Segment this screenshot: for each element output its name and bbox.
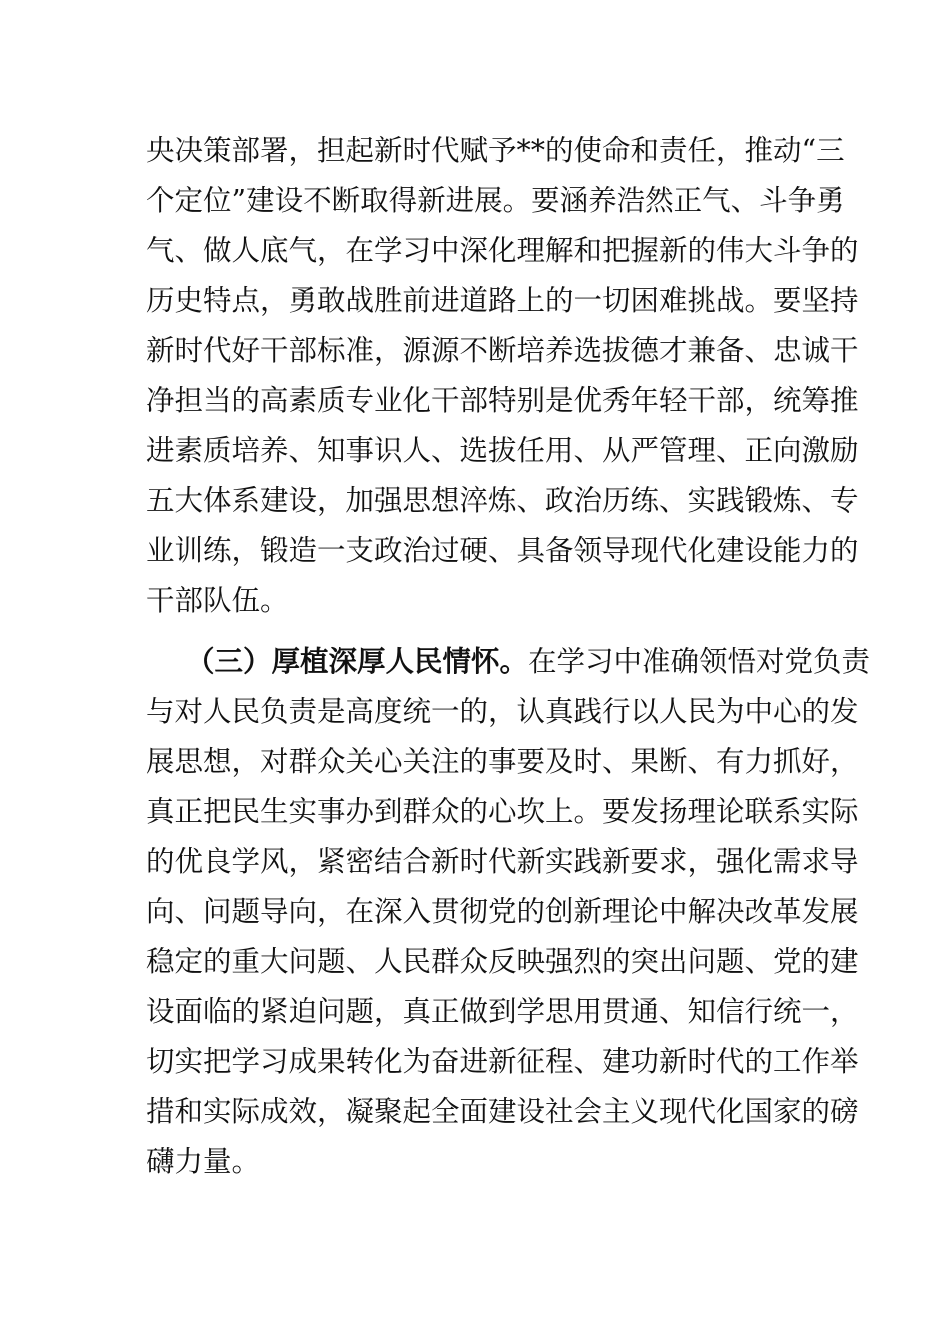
paragraph-line: 真正把民生实事办到群众的心坎上。要发扬理论联系实际 [146, 795, 859, 828]
paragraph-line: 进素质培养、知事识人、选拔任用、从严管理、正向激励 [146, 434, 859, 467]
paragraph-line: 措和实际成效，凝聚起全面建设社会主义现代化国家的磅 [146, 1095, 859, 1128]
paragraph-first-line [146, 637, 871, 687]
paragraph-line: 的优良学风，紧密结合新时代新实践新要求，强化需求导 [146, 845, 859, 878]
paragraph-line: 业训练，锻造一支政治过硬、具备领导现代化建设能力的 [146, 534, 859, 567]
paragraph-text: 在学习中准确领悟对党负责 [528, 645, 871, 678]
paragraph-1 [146, 126, 859, 626]
paragraph-line: 向、问题导向，在深入贯彻党的创新理论中解决改革发展 [146, 895, 859, 928]
paragraph-line: 设面临的紧迫问题，真正做到学思用贯通、知信行统一， [146, 995, 859, 1028]
paragraph-line: 央决策部署，担起新时代赋予**的使命和责任，推动“三 [146, 134, 845, 167]
paragraph-line: 五大体系建设，加强思想淬炼、政治历练、实践锻炼、专 [146, 484, 859, 517]
paragraph-line: 切实把学习成果转化为奋进新征程、建功新时代的工作举 [146, 1045, 859, 1078]
paragraph-line: 新时代好干部标准，源源不断培养选拔德才兼备、忠诚干 [146, 334, 859, 367]
paragraph-line: 礴力量。 [146, 1145, 261, 1178]
paragraph-2 [146, 637, 871, 1187]
paragraph-line: 展思想，对群众关心关注的事要及时、果断、有力抓好， [146, 745, 859, 778]
paragraph-line: 净担当的高素质专业化干部特别是优秀年轻干部，统筹推 [146, 384, 859, 417]
paragraph-line: 干部队伍。 [146, 584, 289, 617]
paragraph-line: 气、做人底气，在学习中深化理解和把握新的伟大斗争的 [146, 234, 859, 267]
paragraph-line: 稳定的重大问题、人民群众反映强烈的突出问题、党的建 [146, 945, 859, 978]
paragraph-line: 个定位”建设不断取得新进展。要涵养浩然正气、斗争勇 [146, 184, 845, 217]
section-heading: （三）厚植深厚人民情怀。 [186, 645, 529, 678]
paragraph-line: 与对人民负责是高度统一的，认真践行以人民为中心的发 [146, 695, 859, 728]
paragraph-line: 历史特点，勇敢战胜前进道路上的一切困难挑战。要坚持 [146, 284, 859, 317]
